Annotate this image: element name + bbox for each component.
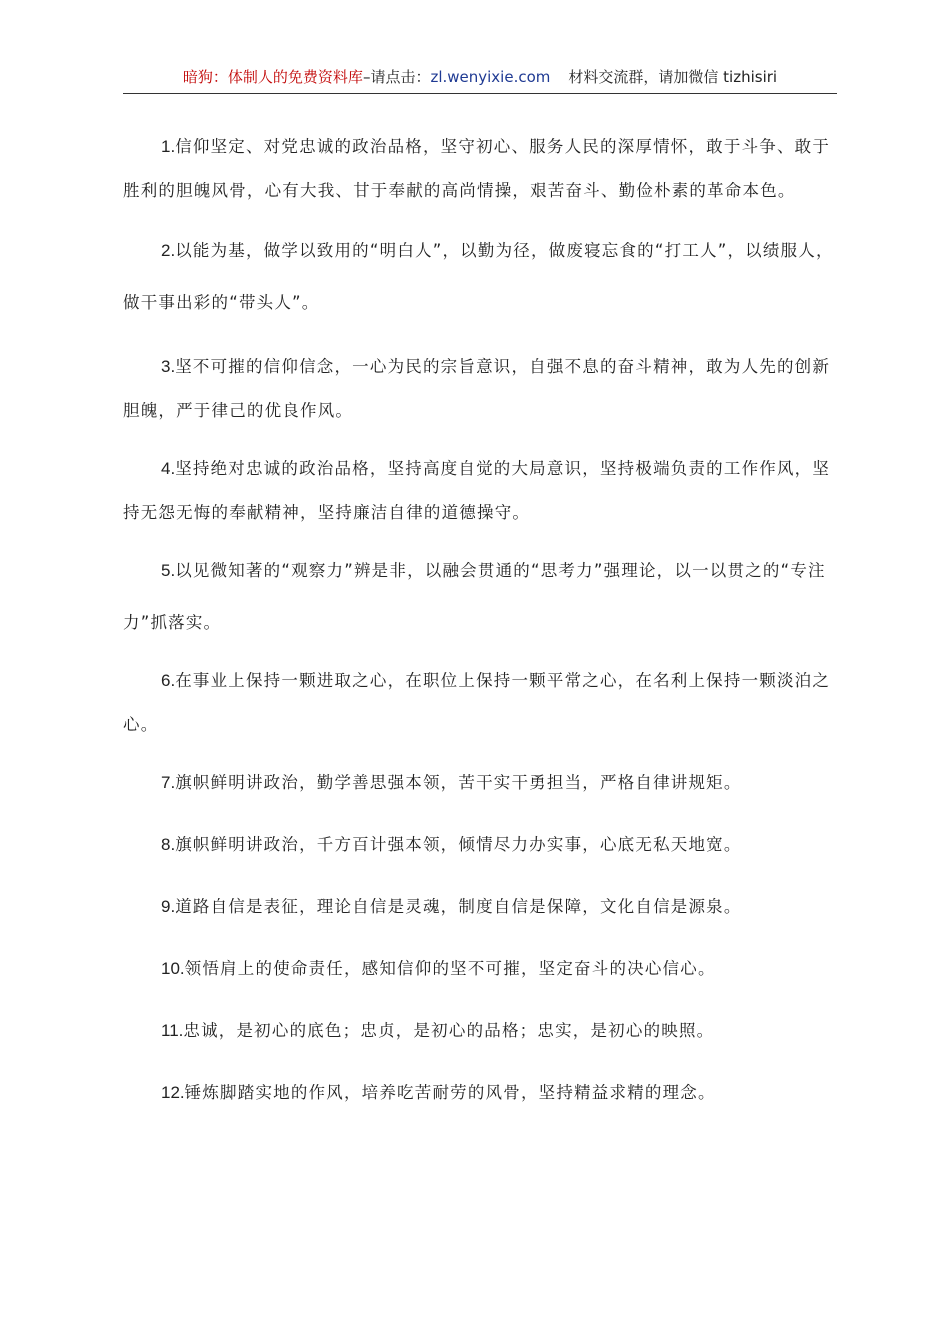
page-header xyxy=(123,62,837,94)
header-prompt: –请点击： xyxy=(362,68,431,86)
list-item xyxy=(123,659,843,747)
item-text: 旗帜鲜明讲政治，勤学善思强本领，苦干实干勇担当，严格自律讲规矩。 xyxy=(175,773,742,792)
item-number: 4. xyxy=(161,459,176,478)
item-text: 以能为基，做学以致用的“明白人”，以勤为径，做废寝忘食的“打工人”，以绩服人，做干事出彩的“带头人”。 xyxy=(123,241,834,312)
item-number: 6. xyxy=(161,671,176,690)
item-text: 旗帜鲜明讲政治，千方百计强本领，倾情尽力办实事，心底无私天地宽。 xyxy=(175,835,742,854)
list-item xyxy=(123,225,843,329)
list-item xyxy=(123,947,843,991)
item-text: 信仰坚定、对党忠诚的政治品格，坚守初心、服务人民的深厚情怀，敢于斗争、敢于胜利的胆魄风骨，心有大我、甘于奉献的高尚情操，艰苦奋斗、勤俭朴素的革命本色。 xyxy=(123,137,831,200)
list-item xyxy=(123,447,843,535)
item-number: 10. xyxy=(161,959,185,978)
list-item xyxy=(123,1009,843,1053)
list-item xyxy=(123,345,843,433)
item-number: 12. xyxy=(161,1083,185,1102)
list-item xyxy=(123,761,843,805)
item-text: 坚不可摧的信仰信念，一心为民的宗旨意识，自强不息的奋斗精神，敢为人先的创新胆魄，严于律己的优良作风。 xyxy=(123,357,831,420)
item-number: 3. xyxy=(161,357,176,376)
header-group-note: 材料交流群，请加微信 tizhisiri xyxy=(568,68,778,86)
item-text: 忠诚，是初心的底色；忠贞，是初心的品格；忠实，是初心的映照。 xyxy=(183,1021,715,1040)
document-body xyxy=(123,125,843,1115)
item-text: 道路自信是表征，理论自信是灵魂，制度自信是保障，文化自信是源泉。 xyxy=(175,897,742,916)
item-text: 领悟肩上的使命责任，感知信仰的坚不可摧，坚定奋斗的决心信心。 xyxy=(184,959,716,978)
header-brand: 暗狗：体制人的免费资料库 xyxy=(182,68,363,86)
item-number: 8. xyxy=(161,835,176,854)
item-text: 坚持绝对忠诚的政治品格，坚持高度自觉的大局意识，坚持极端负责的工作作风，坚持无怨无悔的奉献精神，坚持廉洁自律的道德操守。 xyxy=(123,459,831,522)
header-url-link[interactable]: zl.wenyixie.com xyxy=(430,68,551,86)
item-text: 锤炼脚踏实地的作风，培养吃苦耐劳的风骨，坚持精益求精的理念。 xyxy=(184,1083,716,1102)
item-number: 7. xyxy=(161,773,176,792)
item-number: 9. xyxy=(161,897,176,916)
list-item xyxy=(123,545,843,649)
item-text: 在事业上保持一颗进取之心，在职位上保持一颗平常之心，在名利上保持一颗淡泊之心。 xyxy=(123,671,831,734)
item-number: 1. xyxy=(161,137,176,156)
list-item xyxy=(123,823,843,867)
list-item xyxy=(123,125,843,213)
item-number: 5. xyxy=(161,561,176,580)
list-item xyxy=(123,885,843,929)
item-text: 以见微知著的“观察力”辨是非，以融会贯通的“思考力”强理论，以一以贯之的“专注力”抓落实。 xyxy=(123,561,826,632)
list-item xyxy=(123,1071,843,1115)
item-number: 11. xyxy=(161,1021,184,1040)
item-number: 2. xyxy=(161,241,176,260)
